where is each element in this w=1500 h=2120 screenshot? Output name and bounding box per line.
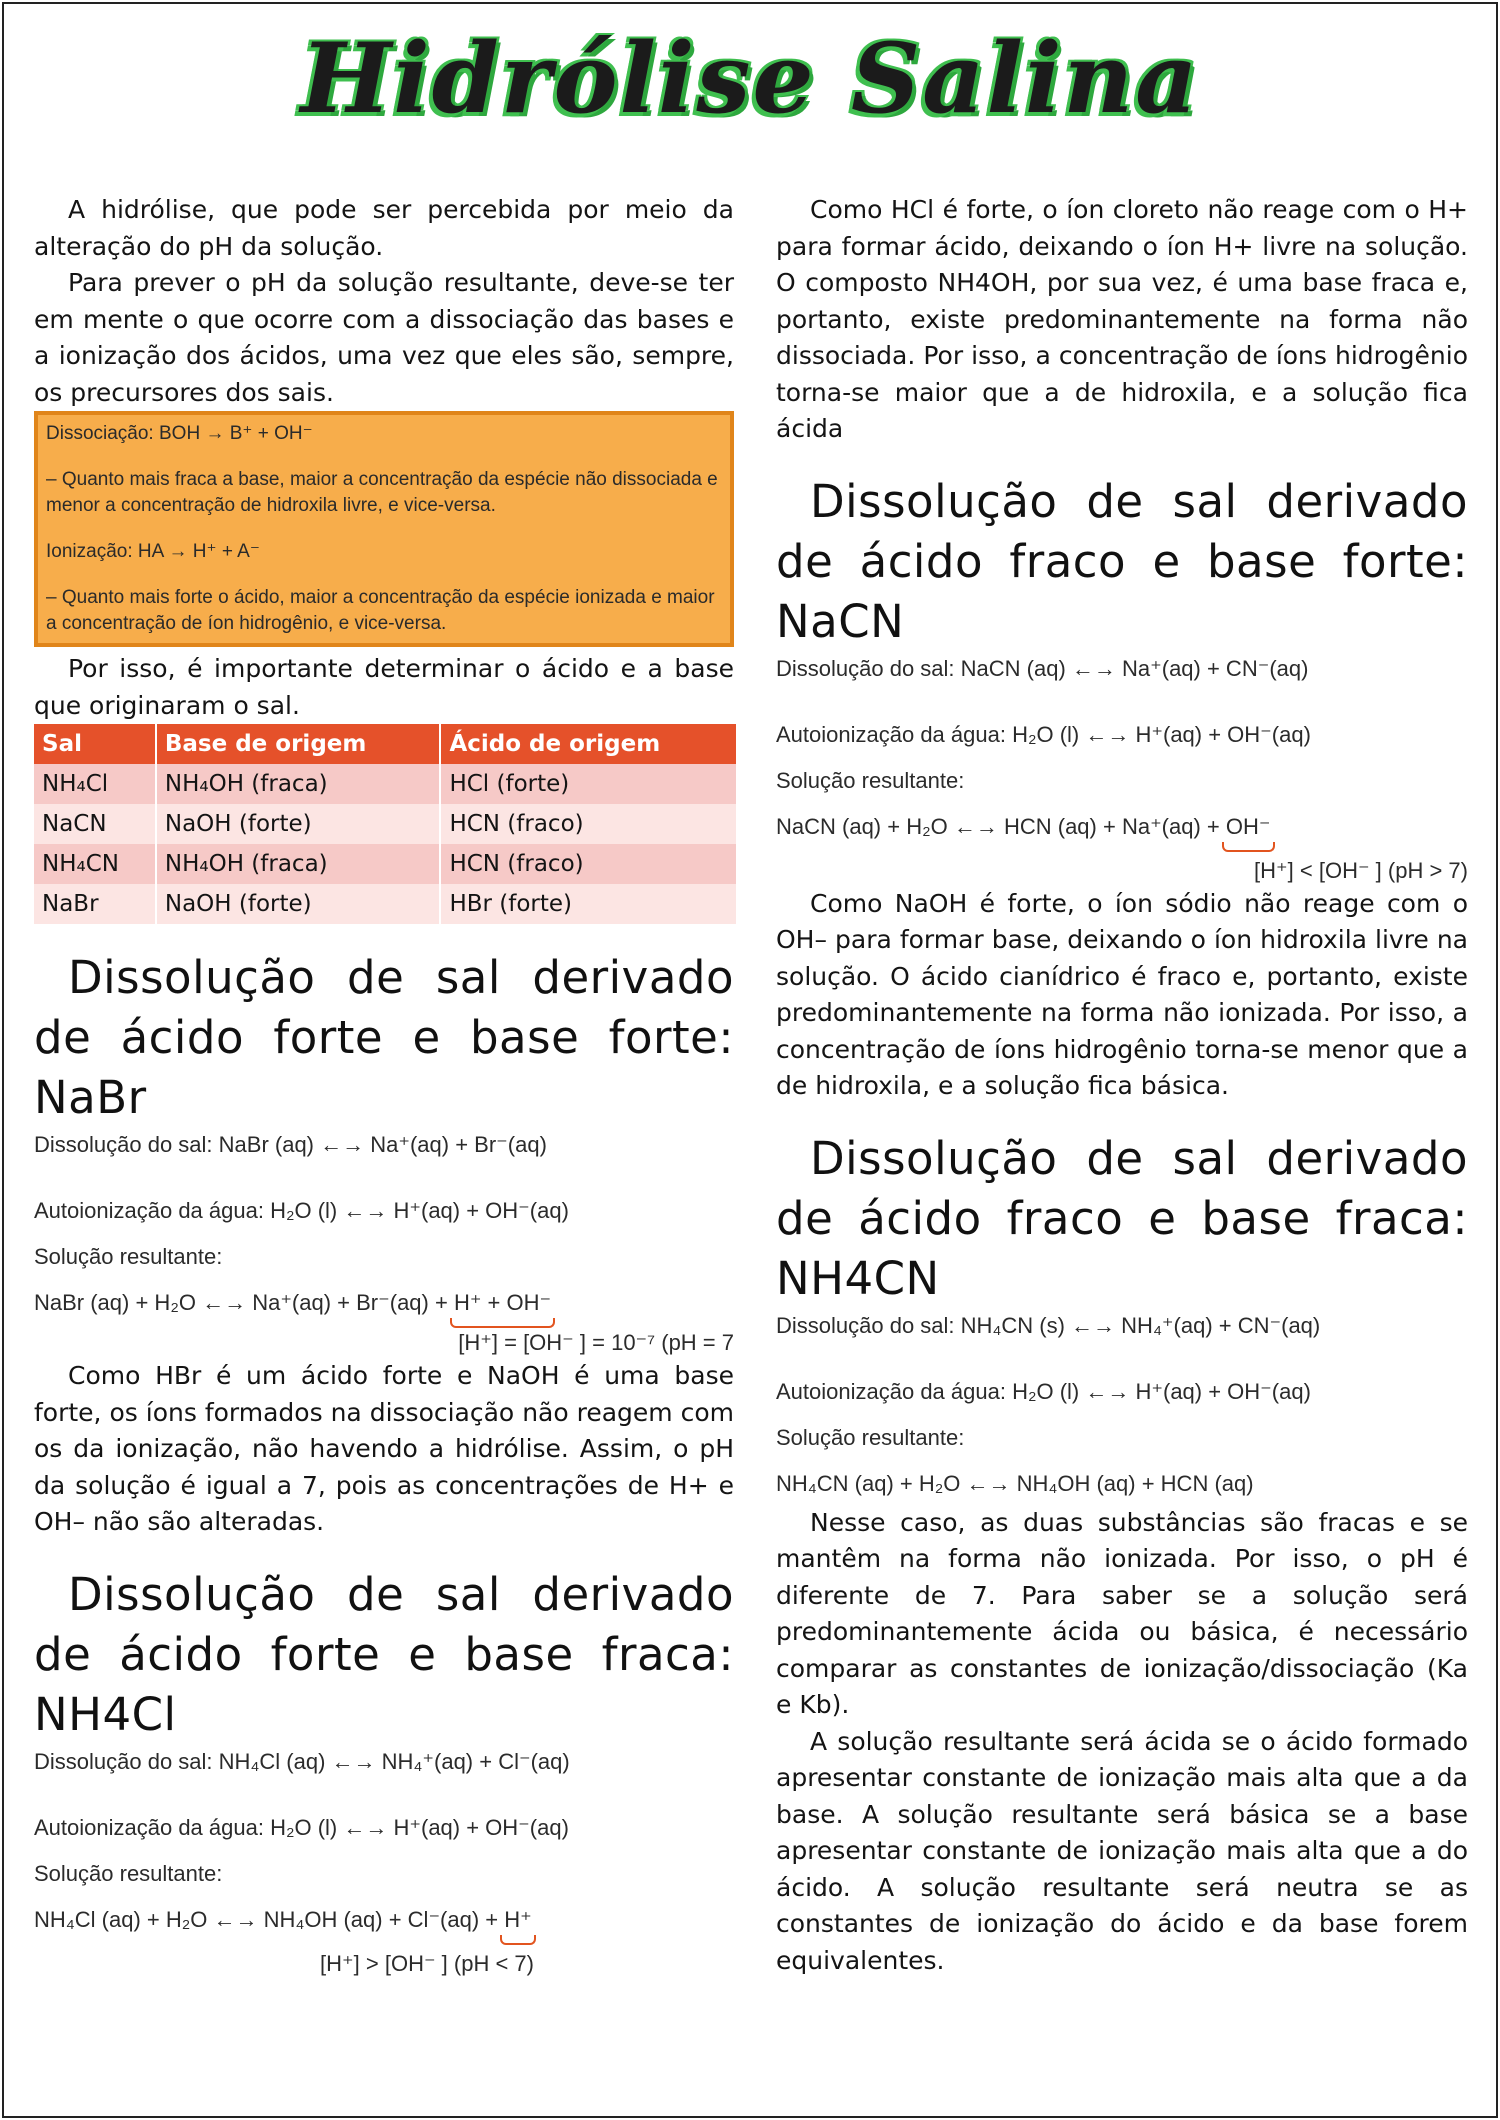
table-cell: NH₄OH (fraca) — [156, 764, 441, 804]
nh4cl-explanation: Como HCl é forte, o íon cloreto não reage com o H+ para formar ácido, deixando o íon H+ livre na solução. O composto NH4OH, por sua vez, é uma base fraca e, portanto, existe predominantemente na forma não dissociada. Por isso, a concentração de íons hidrogênio torna-se maior que a de hidroxila, e a solução fica ácida — [776, 195, 1468, 443]
table-cell: HCN (fraco) — [440, 844, 737, 884]
table-cell: HCl (forte) — [440, 764, 737, 804]
nh4cl-result-equation — [34, 1905, 734, 1935]
nacn-result-equation — [776, 812, 1468, 842]
table-cell: NH₄Cl — [34, 764, 156, 804]
nacn-water-autoionization: Autoionização da água: H₂O (l) ←→ H⁺(aq) + OH⁻(aq) — [776, 721, 1311, 747]
nh4cl-ph-relation: [H⁺] > [OH⁻ ] (pH < 7) — [320, 1950, 534, 1976]
dissociation-equation: Dissociação: BOH → B⁺ + OH⁻ — [46, 423, 313, 444]
origin-paragraph: Por isso, é importante determinar o ácido e a base que originaram o sal. — [34, 654, 734, 720]
nh4cl-result-equation-main: NH₄Cl (aq) + H₂O ←→ NH₄OH (aq) + Cl⁻(aq) + — [34, 1906, 505, 1932]
table-cell: NaBr — [34, 884, 156, 924]
nh4cl-water-autoionization: Autoionização da água: H₂O (l) ←→ H⁺(aq) + OH⁻(aq) — [34, 1814, 569, 1840]
nabr-ions-brace: H⁺ + OH⁻ — [454, 1288, 551, 1318]
left-column — [34, 192, 734, 1979]
table-cell: NaOH (forte) — [156, 804, 441, 844]
table-cell: NH₄OH (fraca) — [156, 844, 441, 884]
table-row — [34, 884, 737, 924]
nh4cl-result-label: Solução resultante: — [34, 1860, 223, 1886]
nabr-result-equation — [34, 1288, 734, 1318]
column-header-sal: Sal — [34, 724, 156, 764]
nabr-ph-relation: [H⁺] = [OH⁻ ] = 10⁻⁷ (pH = 7 — [458, 1330, 734, 1355]
nh4cn-explanation: Nesse caso, as duas substâncias são fracas e se mantêm na forma não ionizada. Por isso, o pH é diferente de 7. Para saber se a solução será predominantemente ácida ou básica, é necessário comparar as constantes de ionização/dissociação (Ka e Kb). — [776, 1507, 1468, 1719]
table-row — [34, 764, 737, 804]
column-header-base: Base de origem — [156, 724, 441, 764]
right-column — [776, 192, 1468, 1979]
table-cell: NaOH (forte) — [156, 884, 441, 924]
nacn-ph-relation: [H⁺] < [OH⁻ ] (pH > 7) — [1254, 857, 1468, 883]
table-row — [34, 844, 737, 884]
nh4cl-ion-brace: H⁺ — [504, 1905, 532, 1935]
nacn-result-equation-main: NaCN (aq) + H₂O ←→ HCN (aq) + Na⁺(aq) + — [776, 813, 1226, 839]
dissociation-info-box — [34, 411, 734, 647]
prediction-paragraph: Para prever o pH da solução resultante, deve-se ter em mente o que ocorre com a dissociação das bases e a ionização dos ácidos, uma vez que eles são, sempre, os precursores dos sais. — [34, 268, 734, 407]
nh4cn-dissolution-equation: Dissolução do sal: NH₄CN (s) ←→ NH₄⁺(aq) + CN⁻(aq) — [776, 1312, 1321, 1338]
nh4cn-result-label: Solução resultante: — [776, 1424, 965, 1450]
nh4cn-result-equation: NH₄CN (aq) + H₂O ←→ NH₄OH (aq) + HCN (aq) — [776, 1470, 1254, 1496]
nabr-water-autoionization: Autoionização da água: H₂O (l) ←→ H⁺(aq) + OH⁻(aq) — [34, 1198, 569, 1223]
page-title: Hidrólise Salina — [300, 22, 1200, 135]
acid-strength-note: – Quanto mais forte o ácido, maior a concentração da espécie ionizada e maior a concentração de íon hidrogênio, e vice-versa. — [46, 587, 715, 634]
nacn-dissolution-equation: Dissolução do sal: NaCN (aq) ←→ Na⁺(aq) + CN⁻(aq) — [776, 655, 1309, 681]
nabr-explanation: Como HBr é um ácido forte e NaOH é uma base forte, os íons formados na dissociação não reagem com os da ionização, não havendo a hidrólise. Assim, o pH da solução é igual a 7, pois as concentrações de H+ e OH– não são alteradas. — [34, 1361, 734, 1536]
section-heading-nabr: Dissolução de sal derivado de ácido forte e base forte: NaBr — [34, 951, 734, 1124]
nacn-ion-brace: OH⁻ — [1226, 812, 1271, 842]
nh4cl-dissolution-equation: Dissolução do sal: NH₄Cl (aq) ←→ NH₄⁺(aq) + Cl⁻(aq) — [34, 1748, 570, 1774]
nh4cn-water-autoionization: Autoionização da água: H₂O (l) ←→ H⁺(aq) + OH⁻(aq) — [776, 1378, 1311, 1404]
nabr-dissolution-equation: Dissolução do sal: NaBr (aq) ←→ Na⁺(aq) + Br⁻(aq) — [34, 1132, 547, 1157]
section-heading-nacn: Dissolução de sal derivado de ácido fraco e base forte: NaCN — [776, 474, 1468, 648]
nacn-result-label: Solução resultante: — [776, 767, 965, 793]
table-header-row — [34, 724, 737, 764]
intro-paragraph: A hidrólise, que pode ser percebida por meio da alteração do pH da solução. — [34, 195, 734, 261]
ionization-equation: Ionização: HA → H⁺ + A⁻ — [46, 541, 260, 562]
salt-origin-table — [34, 724, 738, 924]
base-strength-note: – Quanto mais fraca a base, maior a concentração da espécie não dissociada e menor a concentração de hidroxila livre, e vice-versa. — [46, 469, 718, 516]
column-header-acid: Ácido de origem — [440, 724, 737, 764]
table-cell: NH₄CN — [34, 844, 156, 884]
table-cell: HCN (fraco) — [440, 804, 737, 844]
ka-kb-comparison: A solução resultante será ácida se o ácido formado apresentar constante de ionização mais alta que a da base. A solução resultante será básica se a base apresentar constante de ionização mais alta que a do ácido. A solução resultante será neutra se as constantes de ionização do ácido e da base forem equivalentes. — [776, 1726, 1468, 1975]
table-row — [34, 804, 737, 844]
nacn-explanation: Como NaOH é forte, o íon sódio não reage com o OH– para formar base, deixando o íon hidroxila livre na solução. O ácido cianídrico é fraco e, portanto, existe predominantemente na forma não ionizada. Por isso, a concentração de íons hidrogênio torna-se menor que a de hidroxila, e a solução fica básica. — [776, 888, 1468, 1100]
section-heading-nh4cn: Dissolução de sal derivado de ácido fraco e base fraca: NH4CN — [776, 1131, 1468, 1305]
table-cell: HBr (forte) — [440, 884, 737, 924]
nabr-result-label: Solução resultante: — [34, 1244, 223, 1269]
nabr-result-equation-main: NaBr (aq) + H₂O ←→ Na⁺(aq) + Br⁻(aq) + — [34, 1290, 454, 1315]
section-heading-nh4cl: Dissolução de sal derivado de ácido forte e base fraca: NH4Cl — [34, 1567, 734, 1741]
table-cell: NaCN — [34, 804, 156, 844]
